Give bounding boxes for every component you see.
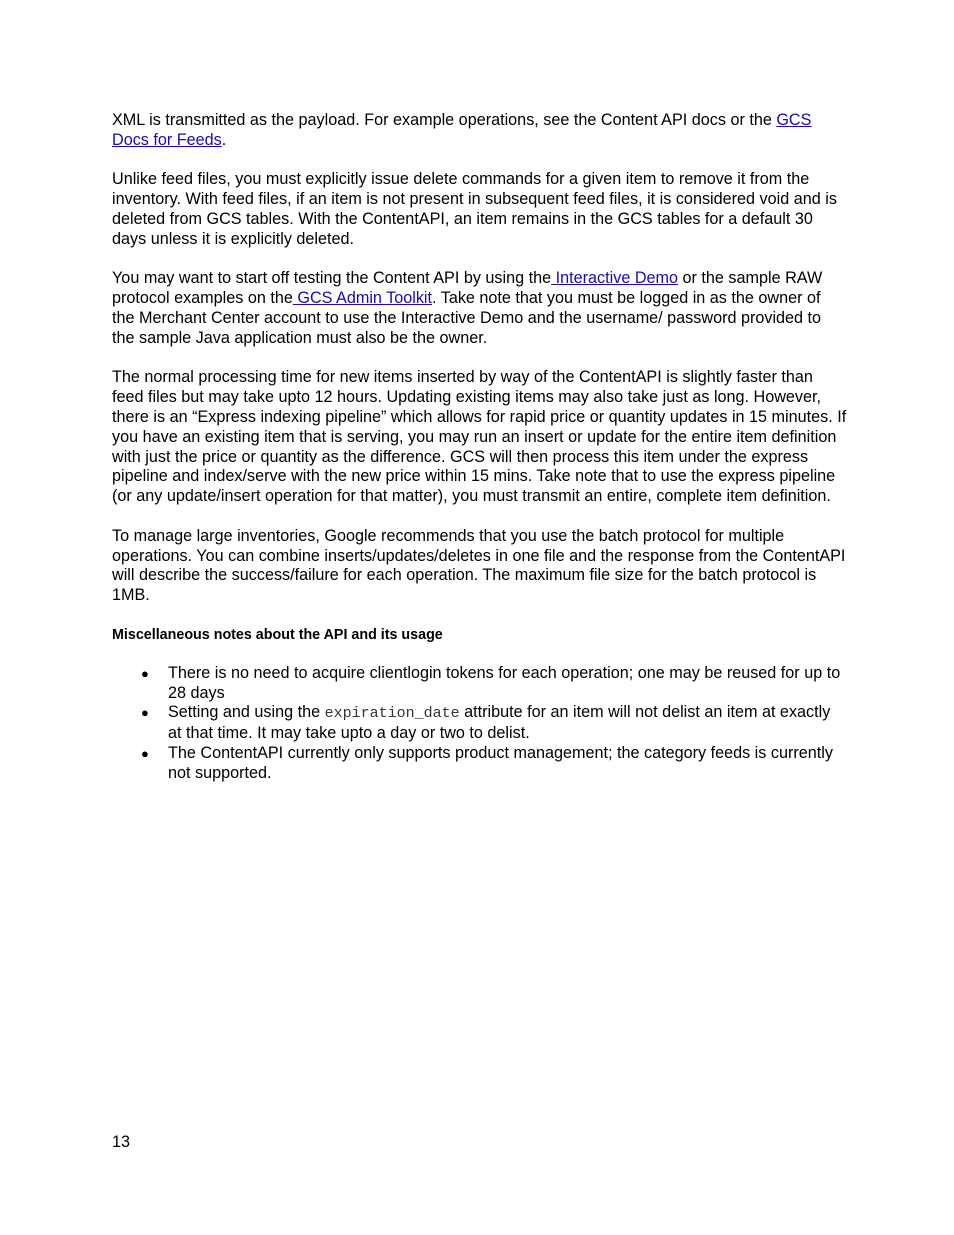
page-number: 13 [112,1133,131,1151]
list-item-text: The ContentAPI currently only supports product management; the category feeds is currently not supported. [168,743,833,782]
gcs-admin-toolkit-link[interactable]: GCS Admin Toolkit [292,289,433,308]
list-item [141,663,847,704]
list-item-text: attribute for an item will not delist an item at exactly at that time. It may take upto a day or two to delist. [168,703,831,743]
paragraph-text: XML is transmitted as the payload. For example operations, see the Content API docs or the [112,111,777,129]
bullet-icon: ● [141,745,149,761]
list-item [141,743,847,784]
notes-list [112,664,847,784]
gcs-docs-for-feeds-link[interactable]: GCS Docs for Feeds [112,111,812,149]
interactive-demo-link[interactable]: Interactive Demo [551,269,678,288]
list-item [141,703,847,744]
paragraph-text: . [221,130,227,149]
paragraph-delete-commands: Unlike feed files, you must explicitly issue delete commands for a given item to remove it from the inventory. With feed files, if an item is not present in subsequent feed files, it is considered void and is deleted from GCS tables. With the ContentAPI, an item remains in the GCS tables for a default 30 days unless it is explicitly deleted. [112,170,837,248]
list-item-text: There is no need to acquire clientlogin tokens for each operation; one may be reused for up to 28 days [168,663,841,702]
paragraph-text: or the sample RAW protocol examples on the [112,269,823,308]
paragraph-batch-protocol: To manage large inventories, Google recommends that you use the batch protocol for multiple operations. You can combine inserts/updates/deletes in one file and the response from the ContentAPI will describe the success/failure for each operation. The maximum file size for the batch protocol is 1MB. [112,526,846,605]
paragraph-testing [112,269,847,348]
list-item-text: Setting and using the [168,703,325,722]
paragraph-text: You may want to start off testing the Content API by using the [112,269,552,288]
paragraph-text: . Take note that you must be logged in as the owner of the Merchant Center account to use the Interactive Demo and the username/ password provided to the sample Java application must also be the owner. [112,289,822,347]
bullet-icon: ● [141,705,149,721]
expiration-date-code: expiration_date [324,705,460,723]
paragraph-payload [112,111,847,151]
document-body [112,111,847,784]
paragraph-processing-time: The normal processing time for new items inserted by way of the ContentAPI is slightly faster than feed files but may take upto 12 hours. Updating existing items may also take just as long. However, there is an “Express indexing pipeline” which allows for rapid price or quantity updates in 15 minutes. If you have an existing item that is serving, you may run an insert or update for the entire item definition with just the price or quantity as the difference. GCS will then process this item under the express pipeline and index/serve with the new price within 15 mins. Take note that to use the express pipeline (or any update/insert operation for that matter), you must transmit an entire, complete item definition. [112,368,847,506]
section-heading: Miscellaneous notes about the API and its usage [112,626,443,643]
bullet-icon: ● [141,665,149,681]
